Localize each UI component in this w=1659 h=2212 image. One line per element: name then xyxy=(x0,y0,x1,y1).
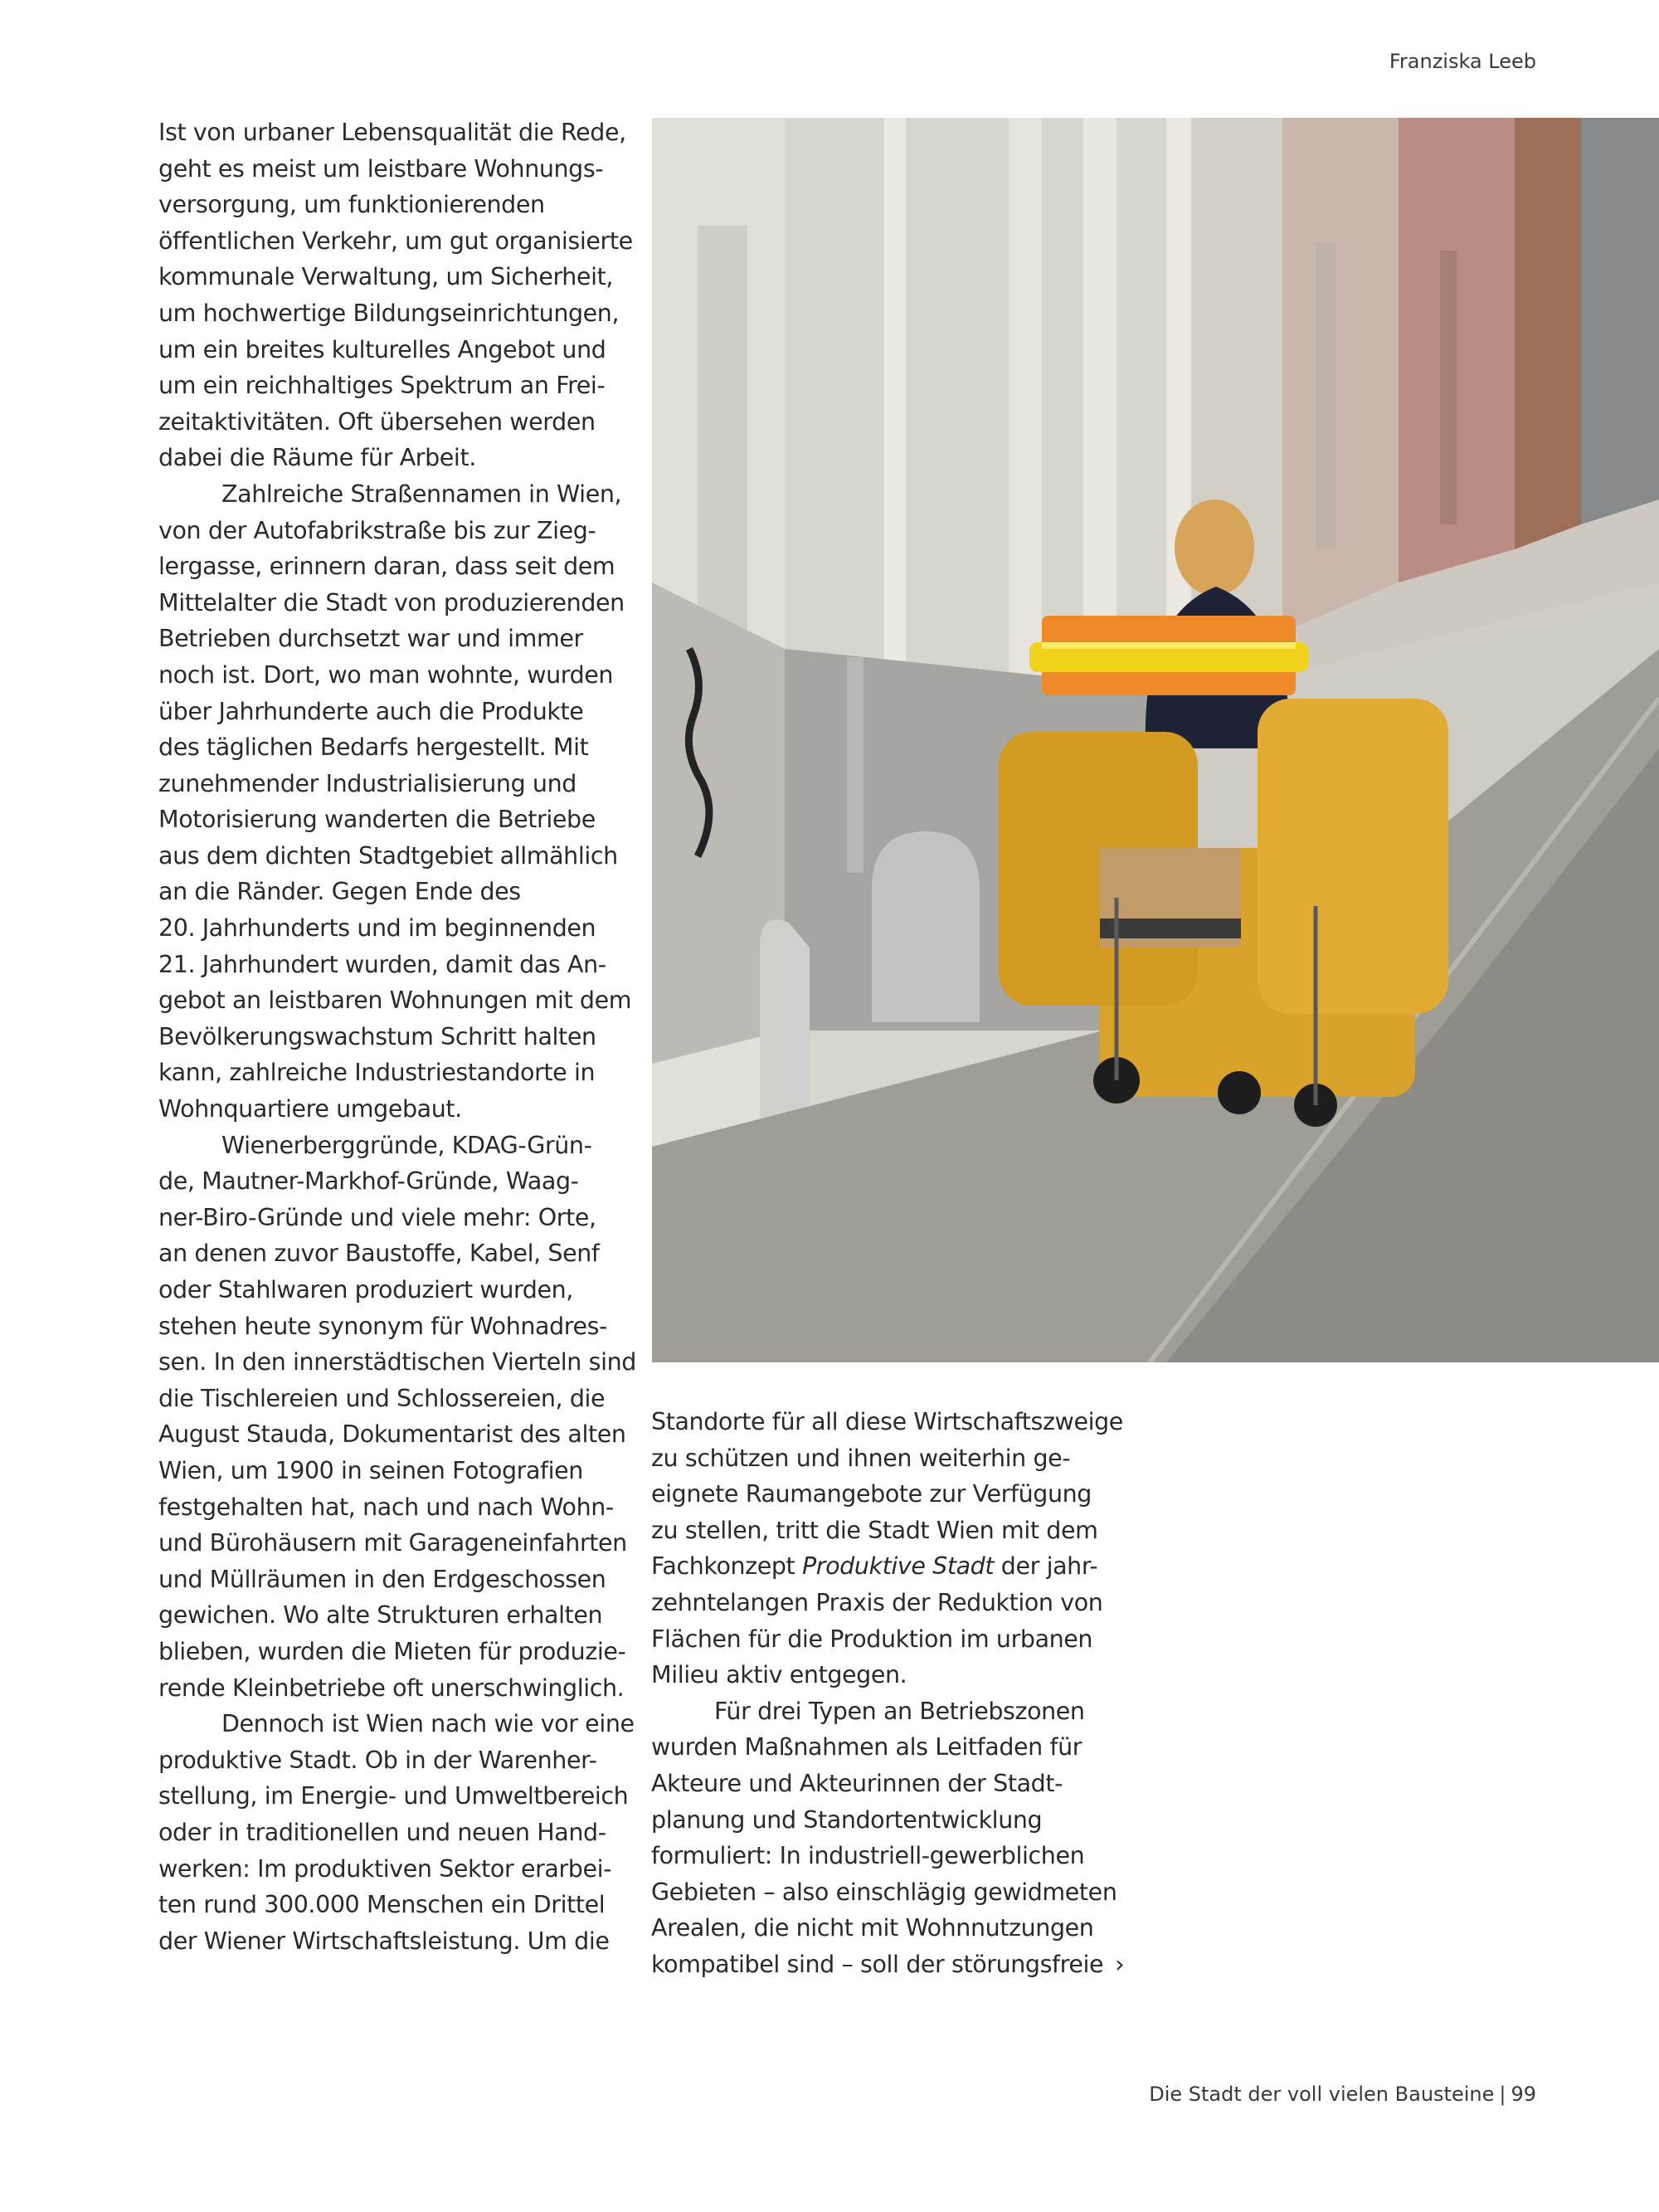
footer-title: Die Stadt der voll vielen Bausteine xyxy=(1149,2083,1495,2106)
text-line: Für drei Typen an Betriebszonen xyxy=(714,1697,1085,1725)
street-photo xyxy=(652,118,1659,1362)
text-line: Bevölkerungswachstum Schritt halten xyxy=(158,1022,596,1050)
text-line: versorgung, um funktionierenden xyxy=(158,191,545,219)
text-line: dabei die Räume für Arbeit. xyxy=(158,444,476,472)
text-line: aus dem dichten Stadtgebiet allmählich xyxy=(158,841,618,870)
text-line: zehntelangen Praxis der Reduktion von xyxy=(651,1588,1103,1616)
text-line: de, Mautner-Markhof-Gründe, Waag- xyxy=(158,1167,579,1196)
text-line: und Müllräumen in den Erdgeschossen xyxy=(158,1565,606,1593)
text-line: 20. Jahrhunderts und im beginnenden xyxy=(158,914,596,943)
text-line: formuliert: In industriell-gewerblichen xyxy=(651,1842,1085,1870)
text-line: sen. In den innerstädtischen Vierteln sind xyxy=(158,1348,636,1376)
text-line: blieben, wurden die Mieten für produzie- xyxy=(158,1637,626,1665)
text-line: um hochwertige Bildungseinrichtungen, xyxy=(158,299,620,327)
text-line: produktive Stadt. Ob in der Warenher- xyxy=(158,1746,597,1774)
running-head-author: Franziska Leeb xyxy=(1389,50,1536,73)
text-line: geht es meist um leistbare Wohnungs- xyxy=(158,154,604,183)
page-number: 99 xyxy=(1511,2083,1536,2106)
text-line: zu stellen, tritt die Stadt Wien mit dem xyxy=(651,1516,1098,1544)
text-line: an die Ränder. Gegen Ende des xyxy=(158,878,521,906)
text-line: über Jahrhunderte auch die Produkte xyxy=(158,697,584,725)
text-line: werken: Im produktiven Sektor erarbei- xyxy=(158,1854,612,1883)
text-line: die Tischlereien und Schlossereien, die xyxy=(158,1384,606,1412)
text-line: gewichen. Wo alte Strukturen erhalten xyxy=(158,1601,603,1630)
text-line: Wienerberggründe, KDAG-Grün- xyxy=(221,1131,592,1159)
text-line: kompatibel sind – soll der störungsfreie › xyxy=(651,1950,1125,1978)
text-line: ner-Biro-Gründe und viele mehr: Orte, xyxy=(158,1203,596,1231)
text-line: Flächen für die Produktion im urbanen xyxy=(651,1625,1093,1653)
footer-separator: | xyxy=(1499,2083,1506,2106)
text-line: Wohnquartiere umgebaut. xyxy=(158,1095,462,1123)
emphasis-text: Produktive Stadt xyxy=(801,1552,995,1581)
text-line: August Stauda, Dokumentarist des alten xyxy=(158,1420,626,1449)
text-line: Fachkonzept Produktive Stadt der jahr- xyxy=(651,1552,1098,1581)
text-line: kann, zahlreiche Industriestandorte in xyxy=(158,1059,596,1087)
photo-postwoman-with-cart xyxy=(652,118,1659,1362)
text-line: Mittelalter die Stadt von produzierenden xyxy=(158,588,625,616)
text-line: festgehalten hat, nach und nach Wohn- xyxy=(158,1493,614,1521)
text-line: zu schützen und ihnen weiterhin ge- xyxy=(651,1444,1071,1472)
text-line: Dennoch ist Wien nach wie vor eine xyxy=(221,1710,635,1738)
text-line: oder in traditionellen und neuen Hand- xyxy=(158,1818,606,1846)
body-text-column-2 xyxy=(651,1404,1125,1983)
text-line: stellung, im Energie- und Umweltbereich xyxy=(158,1782,629,1810)
text-line: 21. Jahrhundert wurden, damit das An- xyxy=(158,950,606,978)
text-line: oder Stahlwaren produziert wurden, xyxy=(158,1276,573,1303)
text-line: Akteure und Akteurinnen der Stadt- xyxy=(651,1769,1063,1797)
text-line: kommunale Verwaltung, um Sicherheit, xyxy=(158,263,614,291)
text-line: Arealen, die nicht mit Wohnnutzungen xyxy=(651,1914,1094,1942)
text-line: um ein reichhaltiges Spektrum an Frei- xyxy=(158,372,606,400)
text-line: von der Autofabrikstraße bis zur Zieg- xyxy=(158,516,596,544)
text-line: wurden Maßnahmen als Leitfaden für xyxy=(651,1733,1082,1761)
text-line: gebot an leistbaren Wohnungen mit dem xyxy=(158,987,632,1015)
text-line: öffentlichen Verkehr, um gut organisierte xyxy=(158,227,633,255)
text-line: stehen heute synonym für Wohnadres- xyxy=(158,1312,607,1340)
text-line: zunehmender Industrialisierung und xyxy=(158,769,577,797)
text-line: an denen zuvor Baustoffe, Kabel, Senf xyxy=(158,1240,600,1268)
page-footer xyxy=(1149,2083,1536,2106)
text-line: Zahlreiche Straßennamen in Wien, xyxy=(221,480,622,508)
text-line: Betrieben durchsetzt war und immer xyxy=(158,625,583,653)
text-line: Milieu aktiv entgegen. xyxy=(651,1661,907,1689)
text-line: ten rund 300.000 Menschen ein Drittel xyxy=(158,1891,606,1919)
text-line: planung und Standortentwicklung xyxy=(651,1805,1043,1834)
continue-arrow-icon: › xyxy=(1115,1950,1125,1978)
text-line: eignete Raumangebote zur Verfügung xyxy=(651,1480,1092,1508)
text-line: zeitaktivitäten. Oft übersehen werden xyxy=(158,407,596,436)
text-line: noch ist. Dort, wo man wohnte, wurden xyxy=(158,660,614,689)
text-line: um ein breites kulturelles Angebot und xyxy=(158,335,606,363)
text-line: des täglichen Bedarfs hergestellt. Mit xyxy=(158,733,589,762)
text-line: und Bürohäusern mit Garageneinfahrten xyxy=(158,1529,627,1557)
text-line: rende Kleinbetriebe oft unerschwinglich. xyxy=(158,1674,625,1702)
text-line: der Wiener Wirtschaftsleistung. Um die xyxy=(158,1927,610,1955)
text-line: Gebieten – also einschlägig gewidmeten xyxy=(651,1878,1117,1906)
text-line: lergasse, erinnern daran, dass seit dem xyxy=(158,553,615,581)
text-line: Wien, um 1900 in seinen Fotografien xyxy=(158,1456,583,1484)
body-text-column-1 xyxy=(158,114,636,1959)
text-line: Ist von urbaner Lebensqualität die Rede, xyxy=(158,119,626,146)
text-line: Motorisierung wanderten die Betriebe xyxy=(158,806,596,834)
text-line: Standorte für all diese Wirtschaftszweige xyxy=(651,1408,1123,1435)
